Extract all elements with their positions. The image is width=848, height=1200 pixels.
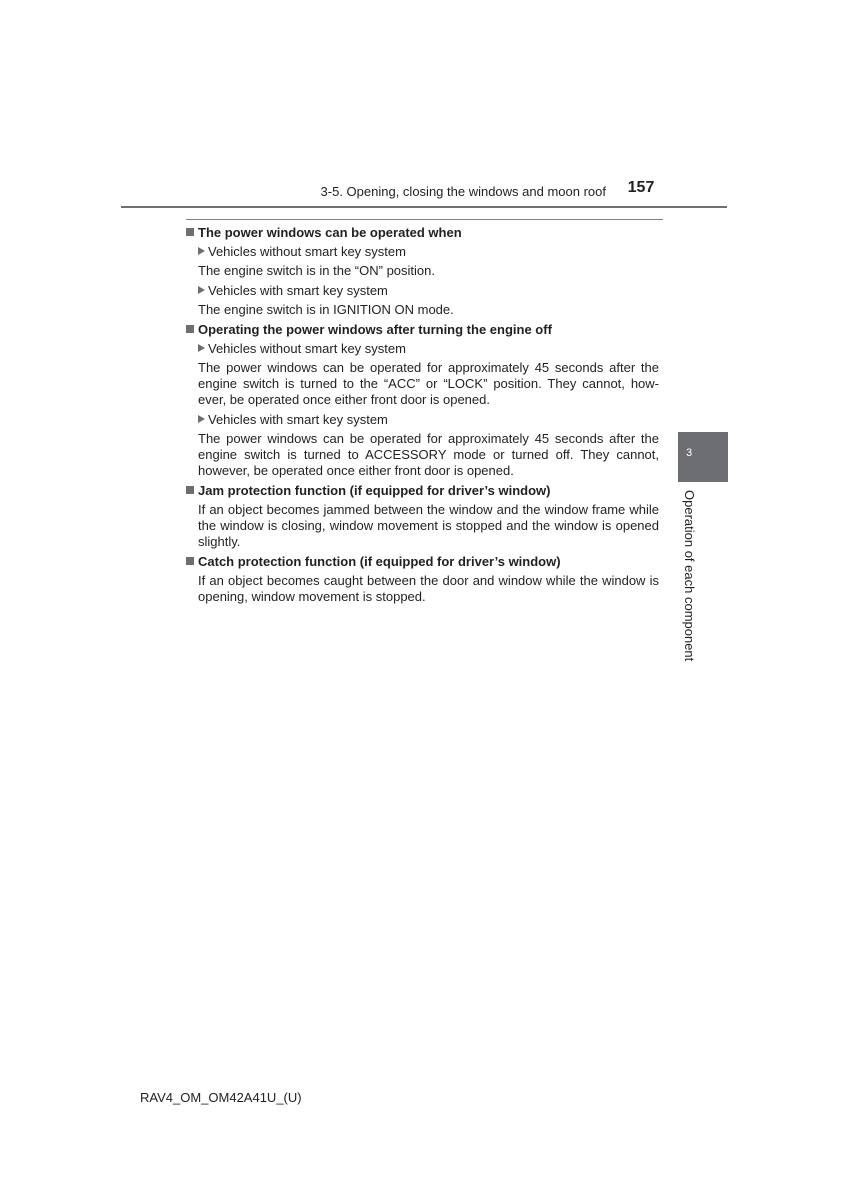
paragraph: If an object becomes caught between the door and window while the window is opening, window movement is stopped. bbox=[198, 573, 659, 604]
page-number: 157 bbox=[627, 179, 655, 196]
sub-heading bbox=[198, 412, 659, 428]
triangle-bullet-icon bbox=[198, 344, 205, 352]
sub-heading-text: Vehicles with smart key system bbox=[208, 412, 388, 427]
content-rule bbox=[186, 219, 663, 220]
header-section-title: 3-5. Opening, closing the windows and moon roof bbox=[320, 184, 606, 199]
paragraph: The engine switch is in the “ON” position. bbox=[198, 263, 435, 278]
section-jam-protection bbox=[186, 483, 659, 550]
square-bullet-icon bbox=[186, 325, 194, 333]
section-heading-text: Jam protection function (if equipped for driver’s window) bbox=[198, 483, 551, 498]
section-heading bbox=[186, 554, 659, 570]
sub-heading-text: Vehicles without smart key system bbox=[208, 244, 406, 259]
chapter-side-title: Operation of each component bbox=[682, 490, 697, 662]
triangle-bullet-icon bbox=[198, 286, 205, 294]
paragraph: The power windows can be operated for approximately 45 seconds after the engine switch is turned to the “ACC” or “LOCK” position. They cannot, how-ever, be operated once either front door is opened. bbox=[198, 360, 659, 407]
page-content bbox=[186, 225, 659, 609]
section-heading bbox=[186, 225, 659, 241]
paragraph: The power windows can be operated for approximately 45 seconds after the engine switch is turned to ACCESSORY mode or turned off. They cannot, however, be operated once either front door is opened. bbox=[198, 431, 659, 478]
footer-doc-id: RAV4_OM_OM42A41U_(U) bbox=[140, 1090, 302, 1105]
square-bullet-icon bbox=[186, 228, 194, 236]
sub-heading-text: Vehicles with smart key system bbox=[208, 283, 388, 298]
section-catch-protection bbox=[186, 554, 659, 605]
sub-heading bbox=[198, 283, 659, 299]
sub-heading bbox=[198, 341, 659, 357]
section-heading bbox=[186, 483, 659, 499]
sub-heading-text: Vehicles without smart key system bbox=[208, 341, 406, 356]
header-rule bbox=[121, 206, 727, 208]
sub-heading bbox=[198, 244, 659, 260]
square-bullet-icon bbox=[186, 557, 194, 565]
chapter-tab-number: 3 bbox=[686, 447, 693, 459]
paragraph: The engine switch is in IGNITION ON mode. bbox=[198, 302, 454, 317]
triangle-bullet-icon bbox=[198, 247, 205, 255]
section-heading-text: Catch protection function (if equipped for driver’s window) bbox=[198, 554, 561, 569]
square-bullet-icon bbox=[186, 486, 194, 494]
section-heading bbox=[186, 322, 659, 338]
section-power-windows-operable bbox=[186, 225, 659, 318]
triangle-bullet-icon bbox=[198, 415, 205, 423]
section-heading-text: Operating the power windows after turning the engine off bbox=[198, 322, 552, 337]
paragraph: If an object becomes jammed between the window and the window frame while the window is closing, window movement is stopped and the window is opened slightly. bbox=[198, 502, 659, 549]
section-heading-text: The power windows can be operated when bbox=[198, 225, 462, 240]
section-after-engine-off bbox=[186, 322, 659, 479]
